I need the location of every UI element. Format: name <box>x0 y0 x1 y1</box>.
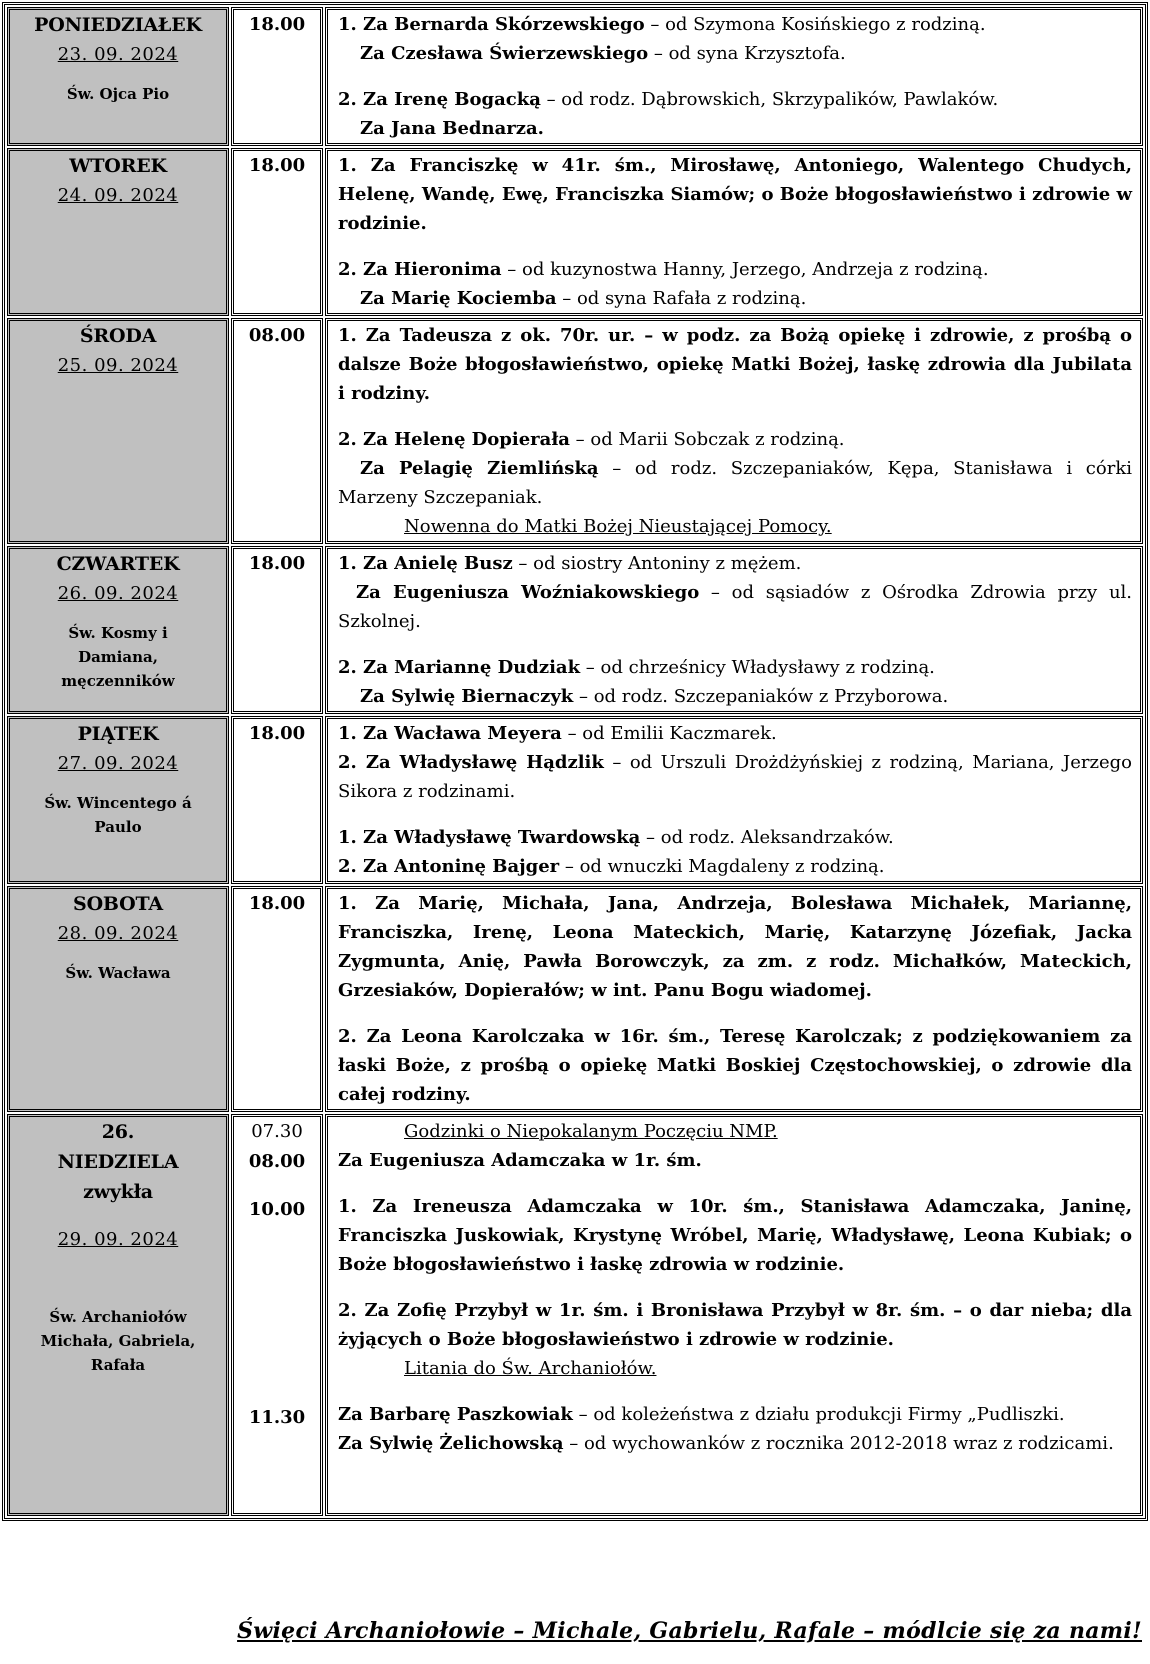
day-cell <box>7 886 229 1112</box>
time-cell <box>231 886 323 1112</box>
day-name: CZWARTEK <box>56 553 180 575</box>
intention <box>338 1429 1132 1458</box>
day-cell <box>7 1114 229 1516</box>
intention <box>338 10 1132 39</box>
intention <box>338 284 1132 313</box>
intention <box>338 852 1132 881</box>
intention-donor: – od rodz. Dąbrowskich, Skrzypalików, Pawlaków. <box>540 89 999 110</box>
day-name: 26. NIEDZIELA zwykła <box>57 1121 179 1203</box>
intention-donor: – od wnuczki Magdaleny z rodziną. <box>559 856 885 877</box>
day-name: ŚRODA <box>79 325 157 347</box>
mass-time: 18.00 <box>248 155 306 176</box>
saint-of-day: Św. Ojca Pio <box>66 85 170 103</box>
day-date: 23. 09. 2024 <box>57 44 179 65</box>
intention <box>338 1192 1132 1279</box>
intentions-cell <box>325 716 1143 884</box>
intentions-cell <box>325 1114 1143 1516</box>
saint-of-day: Św. Wacława <box>65 964 171 982</box>
intention <box>338 682 1132 711</box>
time-cell <box>231 546 323 714</box>
mass-time: 08.00 <box>248 1151 306 1172</box>
intention <box>338 321 1132 408</box>
intentions-cell <box>325 148 1143 316</box>
day-name: SOBOTA <box>73 893 163 915</box>
day-row-saturday <box>7 886 1143 1112</box>
mass-time: 10.00 <box>248 1199 306 1220</box>
intention-donor: – od Urszuli Drożdżyńskiej z rodziną, Mariana, Jerzego Sikora z rodzinami. <box>338 752 1132 802</box>
intention-name: 1. Za Ireneusza Adamczaka w 10r. śm., Stanisława Adamczaka, Janinę, Franciszka Juskowiak, Krystynę Wróbel, Marię, Władysławę, Leona Kubiak; o Boże błogosławieństwo i łaskę zdrowia w rodzinie. <box>338 1196 1132 1275</box>
intention-name: 2. Za Mariannę Dudziak <box>338 657 581 678</box>
intention-donor: – od syna Krzysztofa. <box>648 43 846 64</box>
day-cell <box>7 716 229 884</box>
intention <box>338 1022 1132 1109</box>
intention-name: 1. Za Tadeusza z ok. 70r. ur. – w podz. za Bożą opiekę i zdrowie, z prośbą o dalsze Boże błogosławieństwo, opiekę Matki Bożej, łaskę zdrowia dla Jubilata i rodziny. <box>338 325 1132 404</box>
devotion-note: Litania do Św. Archaniołów. <box>404 1358 657 1379</box>
closing-prayer: Święci Archaniołowie – Michale, Gabrielu, Rafale – módlcie się za nami! <box>237 1618 1142 1644</box>
mass-time: 18.00 <box>248 893 306 914</box>
day-date: 26. 09. 2024 <box>57 583 179 604</box>
intention <box>338 1400 1132 1429</box>
intention-donor: – od Szymona Kosińskiego z rodziną. <box>644 14 986 35</box>
intention <box>338 578 1132 636</box>
intention-name: Za Barbarę Paszkowiak <box>338 1404 573 1425</box>
intention-donor: – od Marii Sobczak z rodziną. <box>569 429 845 450</box>
saint-of-day: Św. Archaniołów Michała, Gabriela, Rafała <box>40 1308 196 1374</box>
intentions-cell <box>325 546 1143 714</box>
intention-name: Za Sylwię Żelichowską <box>338 1433 564 1454</box>
intention-name: 1. Za Franciszkę w 41r. śm., Mirosławę, Antoniego, Walentego Chudych, Helenę, Wandę, Ewę, Franciszka Siamów; o Boże błogosławieństwo i zdrowie w rodzinie. <box>338 155 1132 234</box>
intention-name: 2. Za Leona Karolczaka w 16r. śm., Teresę Karolczak; z podziękowaniem za łaski Boże, z prośbą o opiekę Matki Boskiej Częstochowskiej, o zdrowie dla całej rodziny. <box>338 1026 1132 1105</box>
mass-time: 08.00 <box>248 325 306 346</box>
day-name: PONIEDZIAŁEK <box>34 14 202 36</box>
intention-name: 1. Za Bernarda Skórzewskiego <box>338 14 645 35</box>
day-date: 27. 09. 2024 <box>57 753 179 774</box>
mass-schedule-table <box>2 2 1148 1521</box>
intention-name: Za Pelagię Ziemlińską <box>360 458 599 479</box>
intention-name: 1. Za Marię, Michała, Jana, Andrzeja, Bolesława Michałek, Mariannę, Franciszka, Irenę, Leona Mateckich, Marię, Katarzynę Józefiak, Jacka Zygmunta, Anię, Pawła Borowczyk, za zm. z rodz. Michałków, Mateckich, Grzesiaków, Dopierałów; w int. Panu Bogu wiadomej. <box>338 893 1132 1001</box>
intention <box>338 85 1132 114</box>
intention-name: 2. Za Zofię Przybył w 1r. śm. i Bronisława Przybył w 8r. śm. – o dar nieba; dla żyjących o Boże błogosławieństwo i zdrowie w rodzinie. <box>338 1300 1132 1350</box>
intentions-cell <box>325 7 1143 146</box>
intention-donor: – od kuzynostwa Hanny, Jerzego, Andrzeja z rodziną. <box>501 259 989 280</box>
intention <box>338 719 1132 748</box>
intention <box>338 151 1132 238</box>
mass-time: 11.30 <box>248 1407 306 1428</box>
intention-donor: – od sąsiadów z Ośrodka Zdrowia przy ul. Szkolnej. <box>338 582 1133 632</box>
intention <box>338 425 1132 454</box>
intention-donor: – od rodz. Aleksandrzaków. <box>640 827 894 848</box>
intention-name: 2. Za Hieronima <box>338 259 502 280</box>
day-cell <box>7 318 229 544</box>
intention-donor: – od rodz. Szczepaniaków z Przyborowa. <box>573 686 949 707</box>
day-row-sunday <box>7 1114 1143 1516</box>
intention <box>338 1146 1132 1175</box>
time-cell <box>231 318 323 544</box>
saint-of-day: Św. Wincentego á Paulo <box>44 794 192 836</box>
intention-name: Za Eugeniusza Adamczaka w 1r. śm. <box>338 1150 702 1171</box>
day-cell <box>7 148 229 316</box>
intention-name: 1. Za Wacława Meyera <box>338 723 562 744</box>
day-row-wednesday <box>7 318 1143 544</box>
intention <box>338 255 1132 284</box>
intention-donor: – od Emilii Kaczmarek. <box>561 723 777 744</box>
intention <box>338 549 1132 578</box>
intention-name: Za Marię Kociemba <box>360 288 557 309</box>
time-cell <box>231 148 323 316</box>
intentions-cell <box>325 886 1143 1112</box>
day-name: WTOREK <box>69 155 167 177</box>
intention-donor: – od rodz. Szczepaniaków, Kępa, Stanisława i córki Marzeny Szczepaniak. <box>338 458 1132 508</box>
intention <box>338 748 1132 806</box>
intention <box>338 39 1132 68</box>
intention-name: Za Jana Bednarza. <box>360 118 544 139</box>
devotion-note: Godzinki o Niepokalanym Poczęciu NMP. <box>404 1121 778 1142</box>
intention-name: 2. Za Władysławę Hądzlik <box>338 752 604 773</box>
day-date: 24. 09. 2024 <box>57 185 179 206</box>
intention-name: Za Eugeniusza Woźniakowskiego <box>356 582 700 603</box>
intention-donor: – od siostry Antoniny z mężem. <box>512 553 802 574</box>
day-cell <box>7 546 229 714</box>
intention-name: 1. Za Anielę Busz <box>338 553 513 574</box>
day-cell <box>7 7 229 146</box>
intention <box>338 889 1132 1005</box>
mass-time: 07.30 <box>251 1121 303 1142</box>
day-row-thursday <box>7 546 1143 714</box>
time-cell <box>231 716 323 884</box>
time-cell <box>231 1114 323 1516</box>
mass-time: 18.00 <box>248 14 306 35</box>
intention-donor: – od syna Rafała z rodziną. <box>556 288 807 309</box>
intention-name: 2. Za Antoninę Bajger <box>338 856 560 877</box>
intention <box>338 653 1132 682</box>
devotion-note: Nowenna do Matki Bożej Nieustającej Pomocy. <box>404 516 832 537</box>
day-date: 28. 09. 2024 <box>57 923 179 944</box>
day-date: 29. 09. 2024 <box>57 1229 179 1250</box>
intention-name: 1. Za Władysławę Twardowską <box>338 827 641 848</box>
mass-time: 18.00 <box>248 723 306 744</box>
mass-time: 18.00 <box>248 553 306 574</box>
intention-donor: – od chrześnicy Władysławy z rodziną. <box>580 657 935 678</box>
day-date: 25. 09. 2024 <box>57 355 179 376</box>
intention <box>338 454 1132 512</box>
intention <box>338 1296 1132 1354</box>
time-cell <box>231 7 323 146</box>
intentions-cell <box>325 318 1143 544</box>
intention-name: Za Sylwię Biernaczyk <box>360 686 574 707</box>
day-row-monday <box>7 7 1143 146</box>
intention-donor: – od koleżeństwa z działu produkcji Firmy „Pudliszki. <box>572 1404 1065 1425</box>
day-row-friday <box>7 716 1143 884</box>
intention <box>338 823 1132 852</box>
schedule-body <box>7 7 1143 1516</box>
intention <box>338 114 1132 143</box>
intention-name: Za Czesława Świerzewskiego <box>360 43 649 64</box>
day-row-tuesday <box>7 148 1143 316</box>
day-name: PIĄTEK <box>77 723 159 745</box>
saint-of-day: Św. Kosmy i Damiana, męczenników <box>61 624 175 690</box>
intention-name: 2. Za Irenę Bogacką <box>338 89 541 110</box>
intention-donor: – od wychowanków z rocznika 2012-2018 wraz z rodzicami. <box>563 1433 1114 1454</box>
intention-name: 2. Za Helenę Dopierała <box>338 429 570 450</box>
